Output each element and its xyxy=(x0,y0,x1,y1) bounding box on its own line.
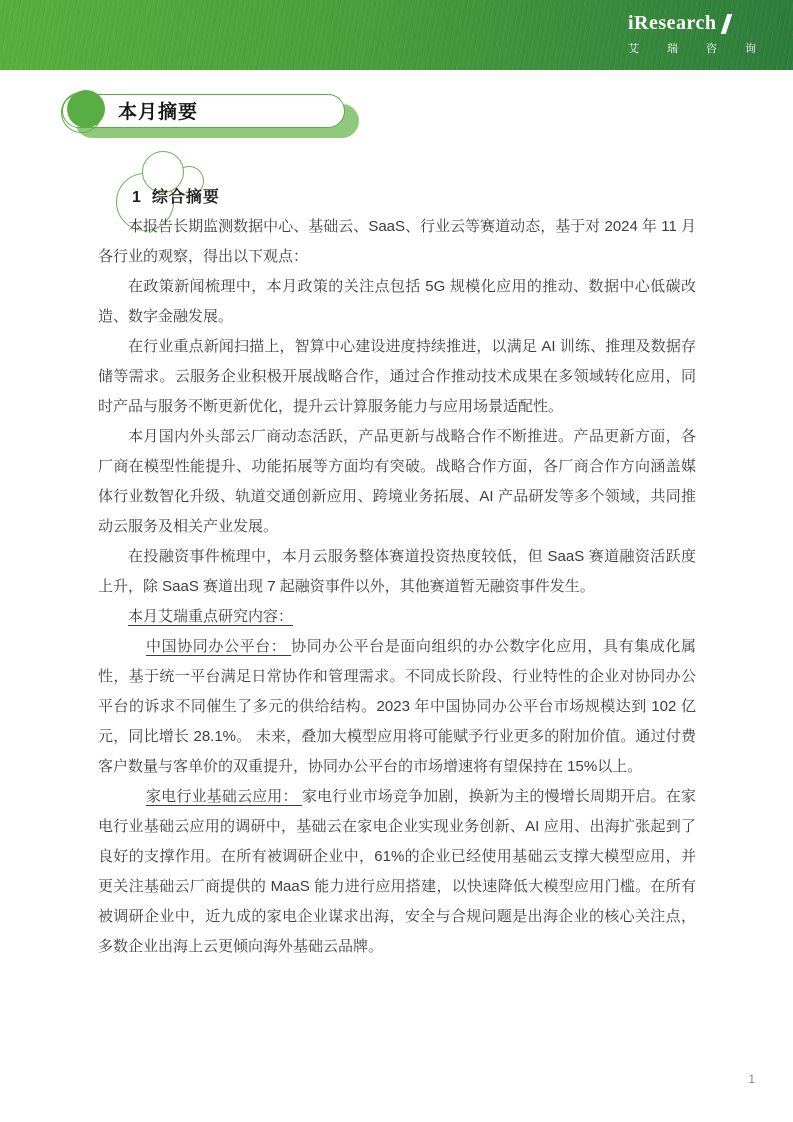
research-item-label: 家电行业基础云应用： xyxy=(146,788,302,805)
research-heading-line xyxy=(98,602,696,632)
summary-paragraph: 在行业重点新闻扫描上，智算中心建设进度持续推进，以满足 AI 训练、推理及数据存储等需求。云服务企业积极开展战略合作，通过合作推动技术成果在多领域转化应用，同时产品与服务不断更新优化，提升云计算服务能力与应用场景适配性。 xyxy=(98,338,696,415)
logo-brand-text: iResearch xyxy=(628,12,717,34)
research-item xyxy=(98,782,696,962)
summary-paragraph: 在投融资事件梳理中，本月云服务整体赛道投资热度较低，但 SaaS 赛道融资活跃度上升，除 SaaS 赛道出现 7 起融资事件以外，其他赛道暂无融资事件发生。 xyxy=(98,548,696,595)
logo-cn-char: 咨 xyxy=(706,43,717,55)
summary-paragraph: 本月国内外头部云厂商动态活跃，产品更新与战略合作不断推进。产品更新方面，各厂商在模型性能提升、功能拓展等方面均有突破。战略合作方面，各厂商合作方向涵盖媒体行业数智化升级、轨道交通创新应用、跨境业务拓展、AI 产品研发等多个领域，共同推动云服务及相关产业发展。 xyxy=(98,428,696,535)
page-title: 本月摘要 xyxy=(118,102,199,123)
summary-paragraph: 在政策新闻梳理中，本月政策的关注点包括 5G 规模化应用的推动、数据中心低碳改造、数字金融发展。 xyxy=(98,278,696,325)
research-item-label: 中国协同办公平台： xyxy=(146,638,292,655)
logo-chinese-text xyxy=(628,40,756,56)
report-body xyxy=(98,212,696,962)
research-item-body: 家电行业市场竞争加剧，换新为主的慢增长周期开启。在家电行业基础云应用的调研中，基础云在家电企业实现业务创新、AI 应用、出海扩张起到了良好的支撑作用。在所有被调研企业中，61%的企业已经使用基础云支撑大模型应用，并更关注基础云厂商提供的 MaaS 能力进行应用搭建，以快速降低大模型应用门槛。在所有被调研企业中，近九成的家电企业谋求出海，安全与合规问题是出海企业的核心关注点，多数企业出海上云更倾向海外基础云品牌。 xyxy=(98,788,696,955)
iresearch-logo xyxy=(628,12,763,56)
header-band xyxy=(0,0,793,70)
logo-cn-char: 艾 xyxy=(628,43,639,55)
logo-slash-icon xyxy=(720,14,731,34)
research-item xyxy=(98,632,696,782)
research-item-body: 协同办公平台是面向组织的办公数字化应用，具有集成化属性，基于统一平台满足日常协作和管理需求。不同成长阶段、行业特性的企业对协同办公平台的诉求不同催生了多元的供给结构。2023 年中国协同办公平台市场规模达到 102 亿元，同比增长 28.1%。 未来，叠加大模型应用将可能赋予行业更多的附加价值。通过付费客户数量与客单价的双重提升，协同办公平台的市场增速将有望保持在 15%以上。 xyxy=(98,638,696,775)
logo-cn-char: 瑞 xyxy=(667,43,678,55)
logo-cn-char: 询 xyxy=(745,43,756,55)
section-title-row xyxy=(132,184,220,207)
title-banner xyxy=(60,86,370,146)
section-title: 综合摘要 xyxy=(151,189,220,206)
section-number: 1 xyxy=(132,189,142,206)
summary-paragraph: 本报告长期监测数据中心、基础云、SaaS、行业云等赛道动态，基于对 2024 年 11 月各行业的观察，得出以下观点： xyxy=(98,218,696,265)
banner-circle-shape xyxy=(67,90,105,128)
page-number: 1 xyxy=(748,1072,755,1086)
research-heading: 本月艾瑞重点研究内容： xyxy=(128,608,294,625)
